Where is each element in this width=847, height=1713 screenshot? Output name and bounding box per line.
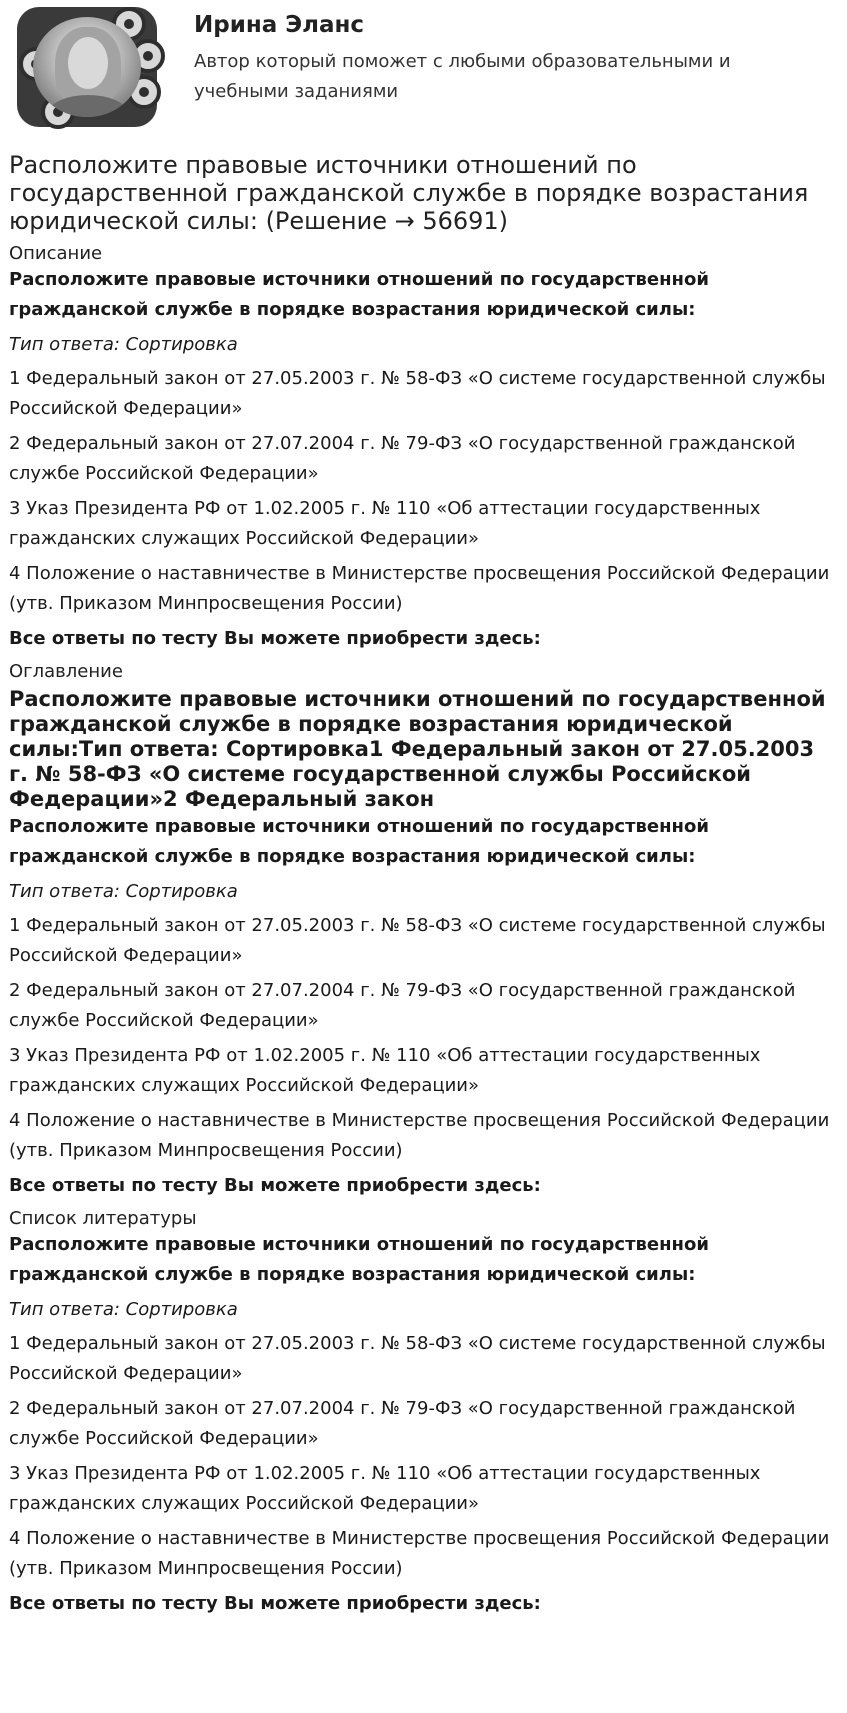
answer-item: 1 Федеральный закон от 27.05.2003 г. № 58-ФЗ «О системе государственной службы Российской Федерации» bbox=[9, 1333, 826, 1384]
author-name[interactable]: Ирина Эланс bbox=[194, 12, 365, 38]
answer-item: 4 Положение о наставничестве в Министерстве просвещения Российской Федерации (утв. Приказом Минпросвещения России) bbox=[9, 1528, 830, 1579]
answer-item: 1 Федеральный закон от 27.05.2003 г. № 58-ФЗ «О системе государственной службы Российской Федерации» bbox=[9, 368, 826, 419]
toc-heading: Расположите правовые источники отношений по государственной гражданской службе в порядке возрастания юридической силы:Тип ответа: Сортировка1 Федеральный закон от 27.05.2003 г. № 58-ФЗ «О системе государственной службы Российской Федерации»2 Федеральный закон bbox=[9, 687, 826, 811]
buy-answers-text: Все ответы по тесту Вы можете приобрести здесь: bbox=[9, 1175, 541, 1196]
author-avatar[interactable] bbox=[17, 7, 157, 127]
answer-item: 3 Указ Президента РФ от 1.02.2005 г. № 110 «Об аттестации государственных гражданских служащих Российской Федерации» bbox=[9, 498, 761, 549]
buy-answers-text: Все ответы по тесту Вы можете приобрести здесь: bbox=[9, 628, 541, 649]
answer-type: Тип ответа: Сортировка bbox=[9, 881, 238, 902]
answer-item: 2 Федеральный закон от 27.07.2004 г. № 79-ФЗ «О государственной гражданской службе Российской Федерации» bbox=[9, 980, 796, 1031]
section-label-description: Описание bbox=[9, 243, 103, 264]
answer-item: 4 Положение о наставничестве в Министерстве просвещения Российской Федерации (утв. Приказом Минпросвещения России) bbox=[9, 1110, 830, 1161]
avatar-photo bbox=[33, 17, 141, 117]
answer-item: 3 Указ Президента РФ от 1.02.2005 г. № 110 «Об аттестации государственных гражданских служащих Российской Федерации» bbox=[9, 1463, 761, 1514]
answer-item: 2 Федеральный закон от 27.07.2004 г. № 79-ФЗ «О государственной гражданской службе Российской Федерации» bbox=[9, 1398, 796, 1449]
question-text: Расположите правовые источники отношений по государственной гражданской службе в порядке возрастания юридической силы: bbox=[9, 1234, 709, 1285]
section-description bbox=[9, 243, 838, 653]
section-literature bbox=[9, 1208, 838, 1618]
answer-type: Тип ответа: Сортировка bbox=[9, 334, 238, 355]
answer-item: 2 Федеральный закон от 27.07.2004 г. № 79-ФЗ «О государственной гражданской службе Российской Федерации» bbox=[9, 433, 796, 484]
author-card bbox=[9, 0, 838, 140]
avatar-shoulders bbox=[47, 95, 129, 117]
author-description: Автор который поможет с любыми образовательными и учебными заданиями bbox=[194, 51, 731, 102]
section-label-toc: Оглавление bbox=[9, 661, 123, 682]
question-text: Расположите правовые источники отношений по государственной гражданской службе в порядке возрастания юридической силы: bbox=[9, 269, 709, 320]
page-title: Расположите правовые источники отношений по государственной гражданской службе в порядке возрастания юридической силы: (Решение → 56691) bbox=[9, 151, 809, 235]
answer-item: 3 Указ Президента РФ от 1.02.2005 г. № 110 «Об аттестации государственных гражданских служащих Российской Федерации» bbox=[9, 1045, 761, 1096]
answer-item: 4 Положение о наставничестве в Министерстве просвещения Российской Федерации (утв. Приказом Минпросвещения России) bbox=[9, 563, 830, 614]
question-text: Расположите правовые источники отношений по государственной гражданской службе в порядке возрастания юридической силы: bbox=[9, 816, 709, 867]
answer-item: 1 Федеральный закон от 27.05.2003 г. № 58-ФЗ «О системе государственной службы Российской Федерации» bbox=[9, 915, 826, 966]
section-label-literature: Список литературы bbox=[9, 1208, 197, 1229]
section-toc bbox=[9, 661, 838, 1200]
answer-type: Тип ответа: Сортировка bbox=[9, 1299, 238, 1320]
buy-answers-text: Все ответы по тесту Вы можете приобрести здесь: bbox=[9, 1593, 541, 1614]
avatar-face bbox=[68, 37, 108, 89]
